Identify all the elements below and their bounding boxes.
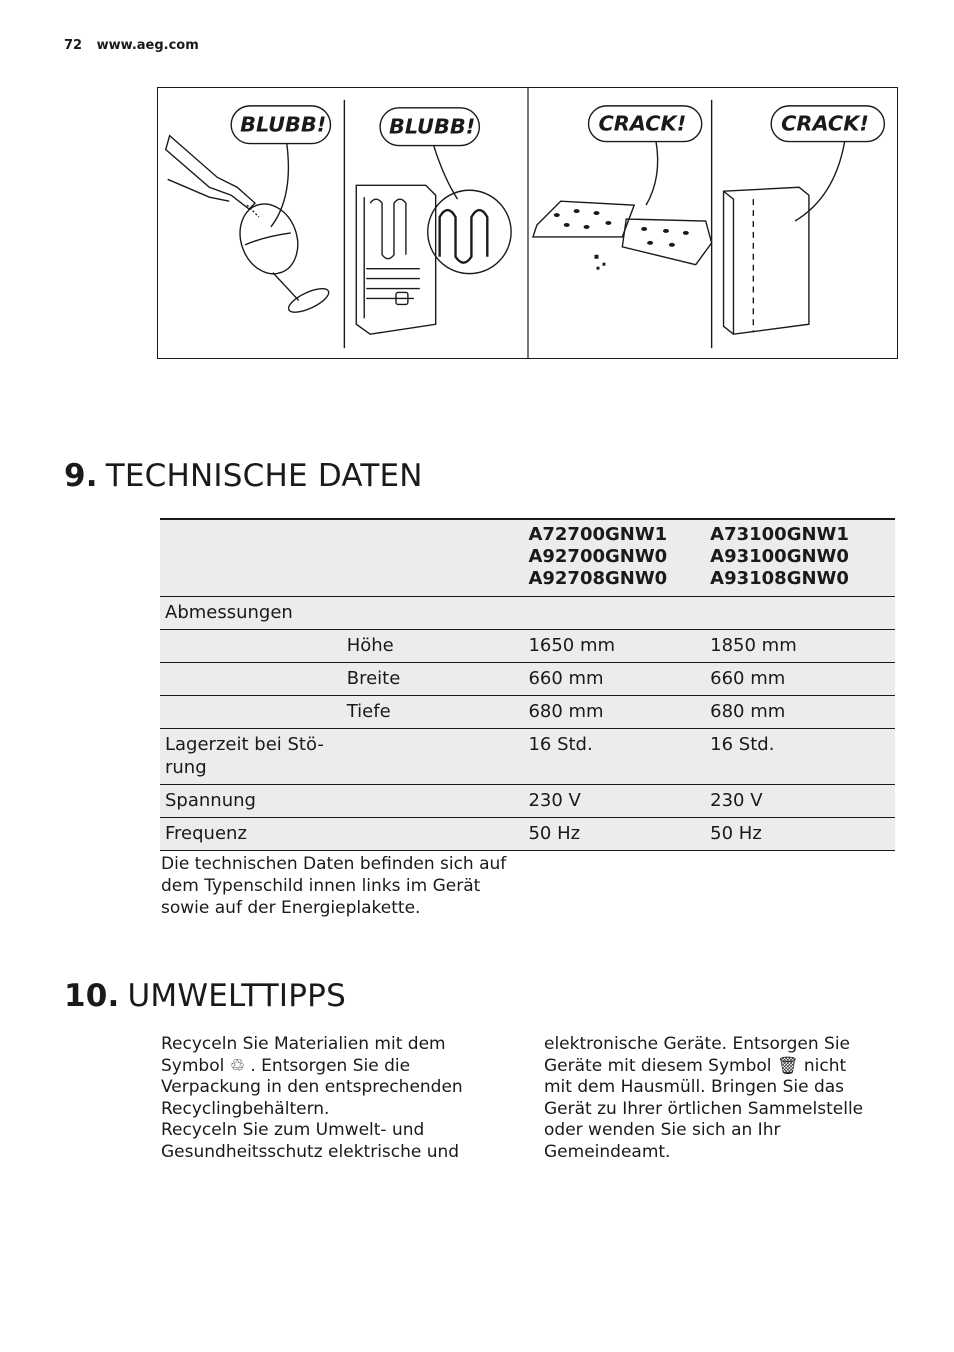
table-cell-a [523, 597, 705, 630]
table-cell-b: 680 mm [705, 696, 895, 729]
bubble-text: CRACK! [781, 111, 869, 136]
table-row [160, 663, 895, 696]
table-row [160, 785, 895, 818]
page-header [64, 38, 199, 53]
table-row [160, 597, 895, 630]
table-cell-sub [342, 818, 524, 851]
table-cell-a: 230 V [523, 785, 705, 818]
table-cell-a: 50 Hz [523, 818, 705, 851]
table-cell-a: 1650 mm [523, 630, 705, 663]
section-number: 9. [64, 458, 98, 494]
table-cell-b: 230 V [705, 785, 895, 818]
table-cell-b: 50 Hz [705, 818, 895, 851]
table-cell-b: 660 mm [705, 663, 895, 696]
table-row [160, 696, 895, 729]
model-column-a: A72700GNW1 A92700GNW0 A92708GNW0 [523, 519, 705, 597]
fridge-coil-icon [356, 185, 511, 334]
section-title: UMWELTTIPPS [127, 978, 346, 1014]
table-cell-label: Abmessungen [160, 597, 342, 630]
table-row [160, 729, 895, 785]
table-cell-label [160, 630, 342, 663]
page-number: 72 [64, 38, 83, 53]
table-cell-label [160, 696, 342, 729]
technical-data-note: Die technischen Daten befinden sich auf dem Typenschild innen links im Gerät sowie auf der Energieplakette. [161, 854, 507, 918]
environment-text-right: elektronische Geräte. Entsorgen Sie Geräte mit diesem Symbol 🗑 nicht mit dem Hausmüll. Bringen Sie das Gerät zu Ihrer örtlichen Sammelstelle oder wenden Sie sich an Ihr Gemeindeamt. [544, 1034, 864, 1162]
table-cell-sub: Tiefe [342, 696, 524, 729]
table-cell-label: Frequenz [160, 818, 342, 851]
table-cell-label: Spannung [160, 785, 342, 818]
table-row [160, 630, 895, 663]
section-number: 10. [64, 978, 120, 1014]
table-header-row [160, 519, 895, 597]
table-cell-b: 1850 mm [705, 630, 895, 663]
speech-bubble-blubb-1 [231, 106, 330, 227]
table-cell-b [705, 597, 895, 630]
table-cell-b: 16 Std. [705, 729, 895, 785]
table-cell-sub: Breite [342, 663, 524, 696]
bubble-text: BLUBB! [389, 114, 476, 139]
website-link[interactable]: www.aeg.com [96, 38, 199, 53]
bubble-text: CRACK! [598, 111, 687, 136]
speech-bubble-crack-1 [589, 106, 702, 205]
technical-data-table [160, 518, 895, 851]
table-cell-label: Lagerzeit bei Stö- rung [160, 729, 342, 785]
table-cell-sub [342, 729, 524, 785]
noise-illustration [157, 87, 898, 359]
table-cell-label [160, 663, 342, 696]
table-cell-a: 16 Std. [523, 729, 705, 785]
table-cell-a: 660 mm [523, 663, 705, 696]
bubble-text: BLUBB! [240, 112, 327, 137]
section-heading-umwelttipps [64, 978, 346, 1014]
fridge-front-icon [724, 187, 809, 334]
wine-bottle-glass-icon [166, 136, 332, 317]
model-column-b: A73100GNW1 A93100GNW0 A93108GNW0 [705, 519, 895, 597]
environment-text-left: Recyceln Sie Materialien mit dem Symbol ♲ . Entsorgen Sie die Verpackung in den entsprechenden Recyclingbehältern. Recyceln Sie zum Umwelt- und Gesundheitsschutz elektrische und [161, 1034, 463, 1162]
table-row [160, 818, 895, 851]
table-cell-sub [342, 785, 524, 818]
table-cell-sub [342, 597, 524, 630]
section-title: TECHNISCHE DATEN [105, 458, 423, 494]
table-cell-a: 680 mm [523, 696, 705, 729]
table-cell-sub: Höhe [342, 630, 524, 663]
ice-tray-icon [533, 201, 712, 269]
speech-bubble-crack-2 [771, 106, 884, 221]
section-heading-technische-daten [64, 458, 423, 494]
